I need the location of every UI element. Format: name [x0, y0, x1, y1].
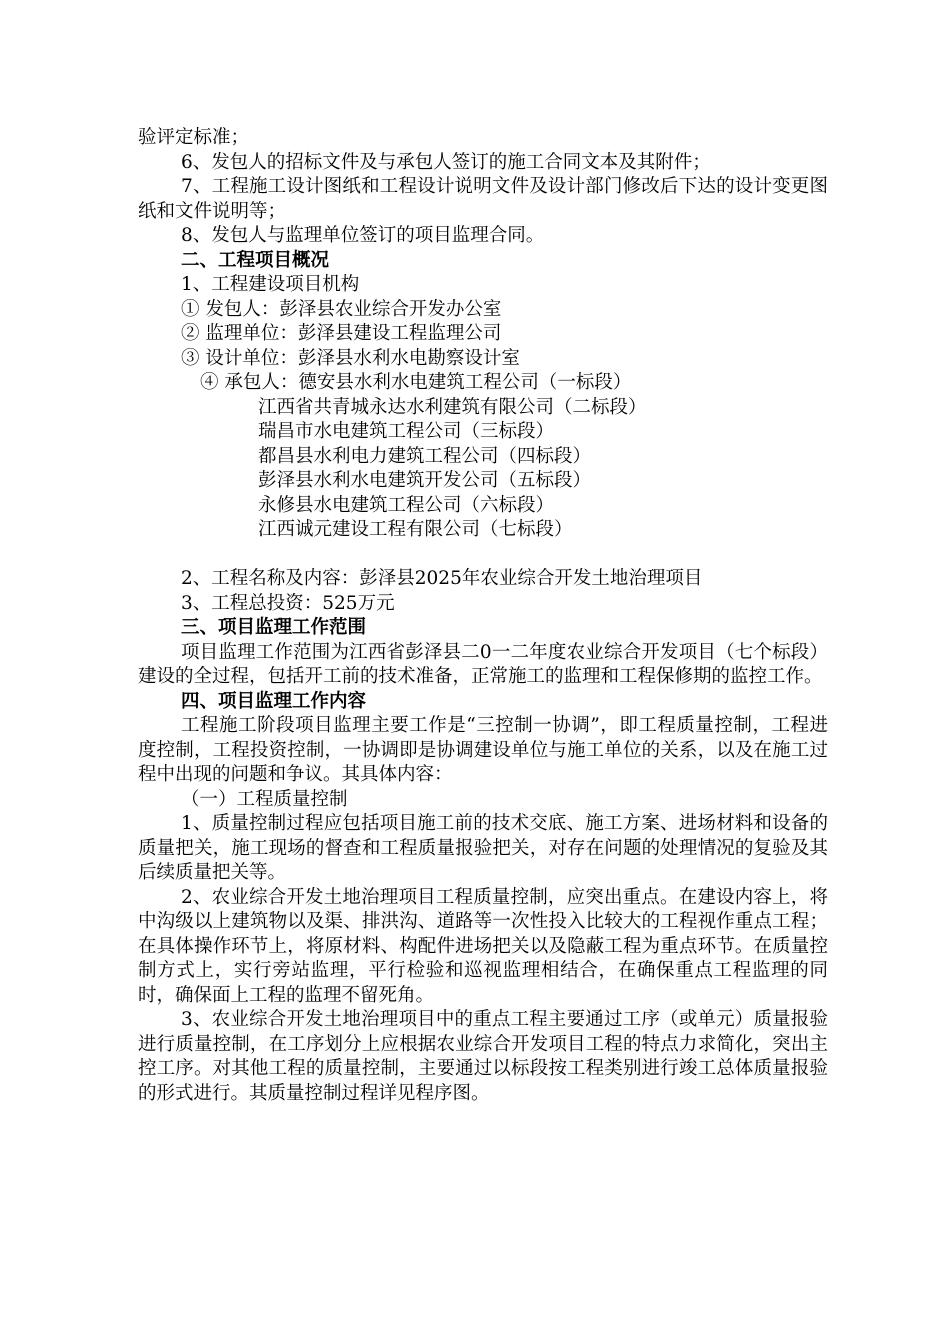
paragraph: 项目监理工作范围为江西省彭泽县二0一二年度农业综合开发项目（七个标段）建设的全过程，包括开工前的技术准备，正常施工的监理和工程保修期的监控工作。 — [138, 641, 828, 687]
contractor-item: 彭泽县水利水电建筑开发公司（五标段） — [258, 470, 592, 491]
section-heading: 四、项目监理工作内容 — [181, 690, 367, 712]
subsection-title: 2、工程名称及内容：彭泽县2025年农业综合开发土地治理项目 — [181, 568, 703, 589]
paragraph: 1、质量控制过程应包括项目施工前的技术交底、施工方案、进场材料和设备的质量把关，施工现场的督查和工程质量报验把关，对存在问题的处理情况的复验及其后续质量把关等。 — [138, 813, 828, 883]
subsection-title: （一）工程质量控制 — [181, 788, 348, 810]
org-item: ② 监理单位：彭泽县建设工程监理公司 — [181, 323, 502, 344]
document-body — [138, 126, 828, 1106]
section-heading: 二、工程项目概况 — [181, 249, 330, 271]
paragraph: 3、农业综合开发土地治理项目中的重点工程主要通过工序（或单元）质量报验进行质量控制，在工序划分上应根据农业综合开发项目工程的特点力求简化，突出主控工序。对其他工程的质量控制，主要通过以标段按工程类别进行竣工总体质量报验的形式进行。其质量控制过程详见程序图。 — [138, 1009, 828, 1104]
contractor-item: 江西诚元建设工程有限公司（七标段） — [258, 519, 573, 540]
section-heading: 三、项目监理工作范围 — [181, 617, 367, 638]
contractor-item: 永修县水电建筑工程公司（六标段） — [258, 494, 555, 516]
subsection-title: 1、工程建设项目机构 — [181, 274, 360, 295]
org-item: ① 发包人：彭泽县农业综合开发办公室 — [181, 298, 502, 320]
paragraph: 工程施工阶段项目监理主要工作是“三控制一协调”，即工程质量控制，工程进度控制，工程投资控制，一协调即是协调建设单位与施工单位的关系，以及在施工过程中出现的问题和争议。其具体内容： — [138, 715, 828, 785]
paragraph: 2、农业综合开发土地治理项目工程质量控制，应突出重点。在建设内容上，将中沟级以上建筑物以及渠、排洪沟、道路等一次性投入比较大的工程视作重点工程；在具体操作环节上，将原材料、构配件进场把关以及隐蔽工程为重点环节。在质量控制方式上，实行旁站监理，平行检验和巡视监理相结合，在确保重点工程监理的同时，确保面上工程的监理不留死角。 — [138, 886, 828, 1006]
subsection-title: 3、工程总投资：525万元 — [181, 592, 395, 614]
org-item: ④ 承包人：德安县水利水电建筑工程公司（一标段） — [200, 372, 632, 393]
text-line: 8、发包人与监理单位签订的项目监理合同。 — [181, 225, 545, 246]
org-item: ③ 设计单位：彭泽县水利水电勘察设计室 — [181, 347, 520, 369]
contractor-item: 都昌县水利电力建筑工程公司（四标段） — [258, 445, 592, 467]
text-line: 验评定标准； — [138, 127, 250, 148]
contractor-item: 瑞昌市水电建筑工程公司（三标段） — [258, 421, 555, 442]
text-line: 6、发包人的招标文件及与承包人签订的施工合同文本及其附件； — [181, 151, 711, 173]
paragraph-item-7: 7、工程施工设计图纸和工程设计说明文件及设计部门修改后下达的设计变更图纸和文件说明等； — [138, 176, 828, 222]
contractor-item: 江西省共青城永达水利建筑有限公司（二标段） — [258, 396, 647, 418]
blank-line — [138, 543, 828, 568]
